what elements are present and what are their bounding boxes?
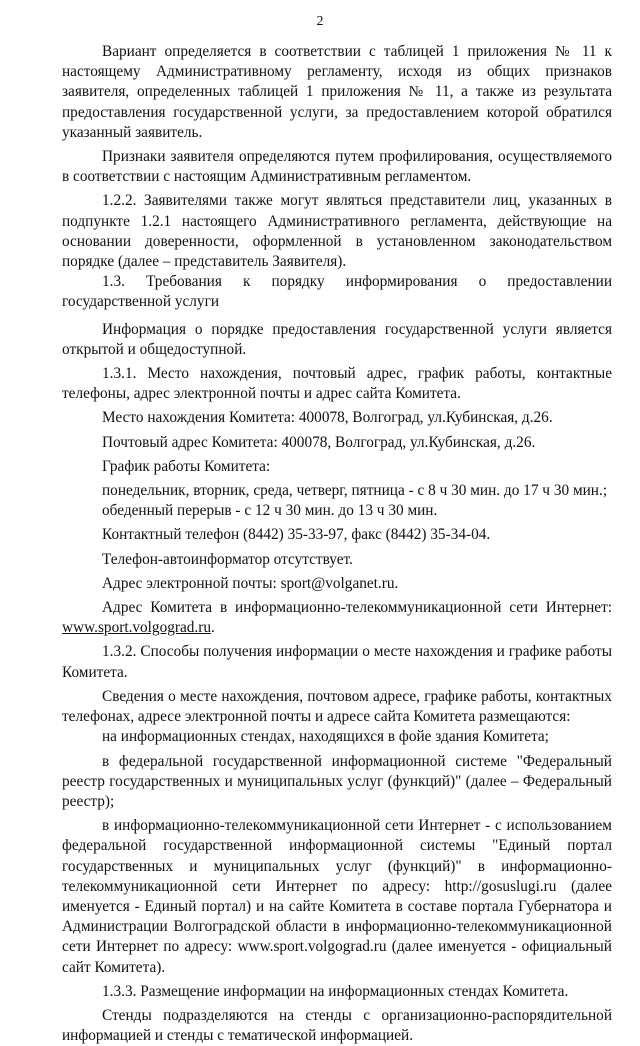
paragraph-1-3-3: 1.3.3. Размещение информации на информационных стендах Комитета. <box>102 982 569 1000</box>
paragraph-location: Место нахождения Комитета: 400078, Волгоград, ул.Кубинская, д.26. <box>102 409 553 427</box>
section-heading-1-3: 1.3. Требования к порядку информирования о предоставлении государственной услуги <box>62 273 612 311</box>
paragraph-website-label: Адрес Комитета в информационно-телекоммуникационной сети Интернет: <box>102 599 612 617</box>
paragraph-info-open: Информация о порядке предоставления государственной услуги является открытой и общедоступной. <box>62 320 612 358</box>
paragraph-1-3-1: 1.3.1. Место нахождения, почтовый адрес, график работы, контактные телефоны, адрес электронной почты и адрес сайта Комитета. <box>62 365 612 403</box>
page-number: 2 <box>316 14 324 29</box>
paragraph-1-2-2: 1.2.2. Заявителями также могут являться представители лиц, указанных в подпункте 1.2.1 настоящего Административного регламента, действующие на основании доверенности, оформленной в установленном законодательством порядке (далее – представитель Заявителя). <box>62 192 612 271</box>
paragraph-stands-types: Стенды подразделяются на стенды с организационно-распорядительной информацией и стенды с тематической информацией. <box>62 1006 612 1045</box>
paragraph-email: Адрес электронной почты: sport@volganet.ru. <box>102 574 399 592</box>
paragraph-schedule-title: График работы Комитета: <box>102 457 271 475</box>
website-period: . <box>210 619 215 637</box>
paragraph-autoinformer: Телефон-автоинформатор отсутствует. <box>102 550 353 568</box>
paragraph-info-placement: Сведения о месте нахождения, почтовом адресе, графике работы, контактных телефонах, адресе электронной почты и адресе сайта Комитета размещаются: <box>62 687 612 726</box>
paragraph-variant: Вариант определяется в соответствии с таблицей 1 приложения № 11 к настоящему Административному регламенту, исходя из общих признаков заявителя, определенных таблицей 1 приложения № 11, а также из результата предоставления государственной услуги, за предоставлением которой обратился указанный заявитель. <box>62 43 612 141</box>
paragraph-internet: в информационно-телекоммуникационной сети Интернет - с использованием федеральной государственной информационной системы "Единый портал государственных и муниципальных услуг (функций)" в информационно-телекоммуникационной сети Интернет по адресу: http://gosuslugi.ru (далее именуется - Единый портал) и на сайте Комитета в составе портала Губернатора и Администрации Волгоградской области в информационно-телекоммуникационной сети Интернет по адресу: www.sport.volgograd.ru (далее именуется - официальный сайт Комитета). <box>62 817 612 976</box>
paragraph-1-3-2: 1.3.2. Способы получения информации о месте нахождения и графике работы Комитета. <box>62 643 612 681</box>
paragraph-phone: Контактный телефон (8442) 35-33-97, факс (8442) 35-34-04. <box>102 526 491 544</box>
paragraph-postal-address: Почтовый адрес Комитета: 400078, Волгоград, ул.Кубинская, д.26. <box>102 433 536 451</box>
paragraph-applicant-features: Признаки заявителя определяются путем профилирования, осуществляемого в соответствии с настоящим Административным регламентом. <box>62 148 612 186</box>
document-body <box>62 42 612 1046</box>
paragraph-schedule-weekdays: понедельник, вторник, среда, четверг, пятница - с 8 ч 30 мин. до 17 ч 30 мин.; <box>102 482 608 500</box>
paragraph-website <box>62 618 612 638</box>
paragraph-federal-registry: в федеральной государственной информационной системе "Федеральный реестр государственных и муниципальных услуг (функций)" (далее – Федеральный реестр); <box>62 752 612 810</box>
paragraph-stands: на информационных стендах, находящихся в фойе здания Комитета; <box>102 728 549 746</box>
paragraph-lunch-break: обеденный перерыв - с 12 ч 30 мин. до 13 ч 30 мин. <box>102 502 438 520</box>
website-link[interactable]: www.sport.volgograd.ru <box>62 619 211 637</box>
